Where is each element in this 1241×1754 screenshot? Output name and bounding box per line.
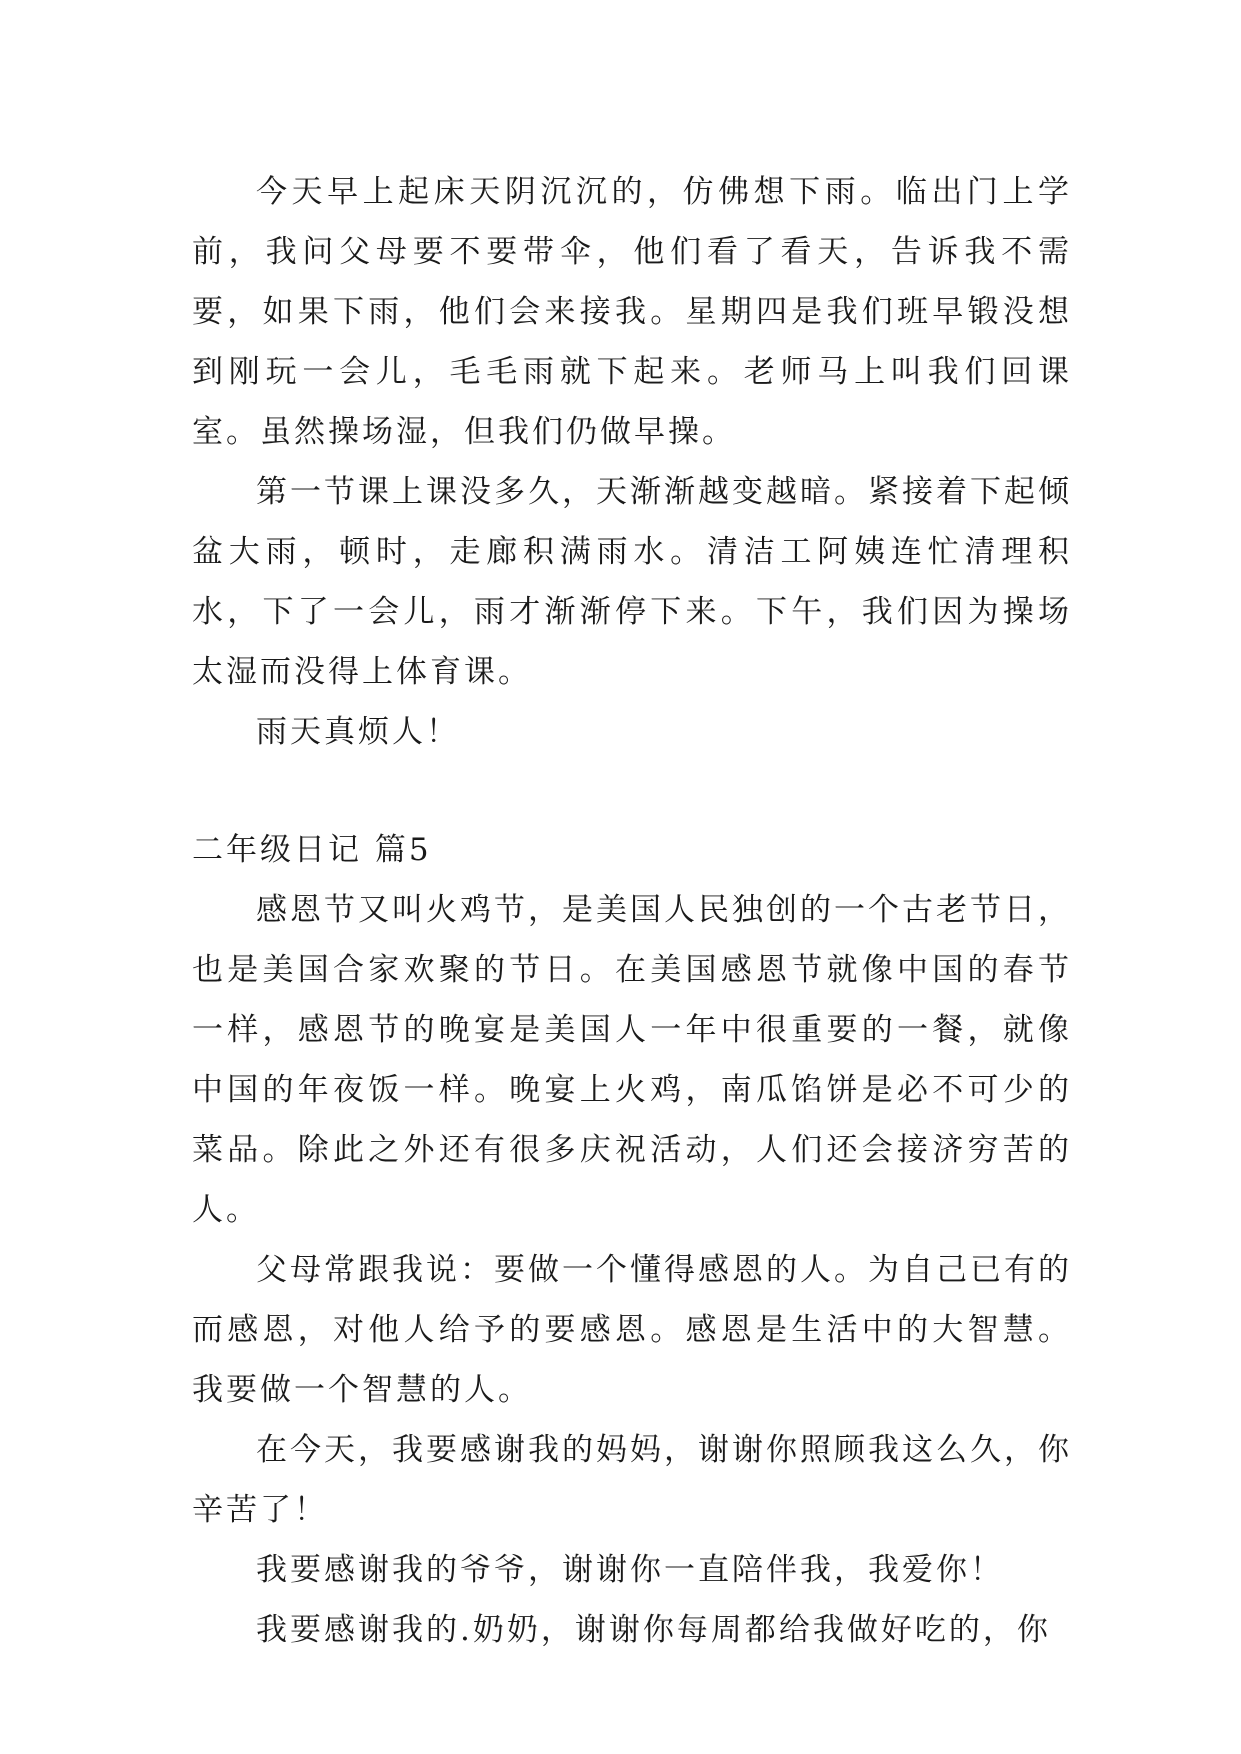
paragraph-thanksgiving-intro: 感恩节又叫火鸡节，是美国人民独创的一个古老节日，也是美国合家欢聚的节日。在美国感恩节就像中国的春节一样，感恩节的晚宴是美国人一年中很重要的一餐，就像中国的年夜饭一样。晚宴上火鸡，南瓜馅饼是必不可少的菜品。除此之外还有很多庆祝活动，人们还会接济穷苦的人。 — [192, 892, 1072, 1228]
paragraph-parents-advice: 父母常跟我说：要做一个懂得感恩的人。为自己已有的而感恩，对他人给予的要感恩。感恩是生活中的大智慧。我要做一个智慧的人。 — [192, 1252, 1072, 1408]
paragraph-thank-grandma: 我要感谢我的.奶奶，谢谢你每周都给我做好吃的，你 — [256, 1612, 1051, 1648]
paragraph-thank-mom: 在今天，我要感谢我的妈妈，谢谢你照顾我这么久，你辛苦了！ — [192, 1432, 1072, 1528]
document-page — [192, 162, 1072, 1660]
paragraph-rain-annoying: 雨天真烦人！ — [256, 714, 460, 750]
paragraph-thank-grandpa: 我要感谢我的爷爷，谢谢你一直陪伴我，我爱你！ — [256, 1552, 1004, 1588]
paragraph-heavy-rain: 第一节课上课没多久，天渐渐越变越暗。紧接着下起倾盆大雨，顿时，走廊积满雨水。清洁工阿姨连忙清理积水，下了一会儿，雨才渐渐停下来。下午，我们因为操场太湿而没得上体育课。 — [192, 474, 1072, 690]
paragraph-rainy-morning: 今天早上起床天阴沉沉的，仿佛想下雨。临出门上学前，我问父母要不要带伞，他们看了看天，告诉我不需要，如果下雨，他们会来接我。星期四是我们班早锻没想到刚玩一会儿，毛毛雨就下起来。老师马上叫我们回课室。虽然操场湿，但我们仍做早操。 — [192, 174, 1072, 450]
section-heading: 二年级日记 篇5 — [192, 832, 432, 868]
